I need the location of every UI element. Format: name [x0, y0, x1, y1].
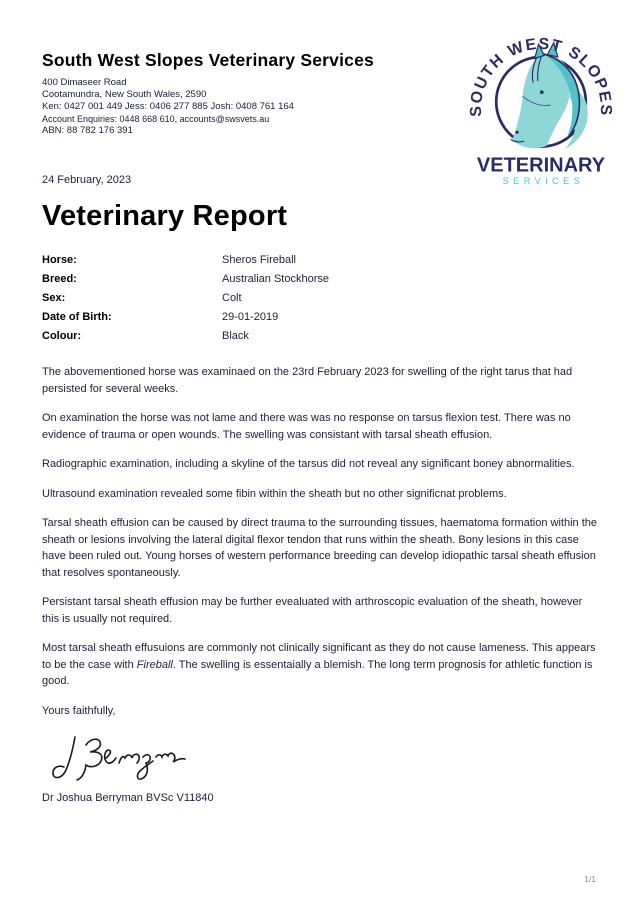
paragraph-prognosis [42, 640, 600, 690]
letter-date: 24 February, 2023 [42, 174, 132, 186]
detail-label: Date of Birth: [42, 311, 112, 323]
accounts-line: Account Enquiries: 0448 668 610, accounts@swsvets.au [42, 114, 270, 124]
letter-body [42, 364, 600, 807]
detail-row-colour [42, 327, 598, 346]
signer-name: Dr Joshua Berryman BVSc V11840 [42, 792, 214, 804]
prognosis-text-post: . The swelling is essentaially a blemish. The long term prognosis for athletic function is good. [42, 658, 593, 687]
patient-details [42, 251, 598, 346]
paragraph-ultrasound: Ultrasound examination revealed some fibin within the sheath but no other significnat problems. [42, 487, 507, 500]
closing-salutation: Yours faithfully, [42, 704, 116, 717]
paragraph-causes: Tarsal sheath effusion can be caused by direct trauma to the surrounding tissues, haematoma formation within the sheath or lesions involving the lateral digital flexor tendon that runs within the sheath. Bony lesions in this case have been ruled out. Young horses of western performance breeding can develop idiopathic tarsal sheath effusion that resolves spontaneously. [42, 517, 597, 579]
detail-value: Australian Stockhorse [222, 273, 329, 285]
detail-value: Colt [222, 292, 242, 304]
page-title: Veterinary Report [42, 200, 288, 232]
page-indicator: 1/1 [584, 874, 596, 884]
prognosis-text-pre: Most tarsal sheath effusuions are commonly not clinically significant as they do not cause lameness. This appears to be the case with [42, 642, 596, 671]
detail-value: Black [222, 330, 249, 342]
company-name: South West Slopes Veterinary Services [42, 50, 374, 70]
detail-label: Sex: [42, 292, 66, 304]
paragraph-radiographic: Radiographic examination, including a skyline of the tarsus did not reveal any significant boney abnormalities. [42, 458, 575, 470]
detail-value: Sheros Fireball [222, 254, 296, 266]
detail-value: 29-01-2019 [222, 311, 279, 323]
paragraph-examination-findings: On examination the horse was not lame and there was was no response on tarsus flexion test. There was no evidence of trauma or open wounds. The swelling was consistant with tarsal sheath effusion. [42, 412, 571, 441]
paragraph-examination-reason: The abovementioned horse was examinaed on the 23rd February 2023 for swelling of the right tarus that had persisted for several weeks. [42, 366, 573, 395]
logo-arc-text: SOUTH WEST SLOPES [467, 35, 615, 117]
detail-label: Colour: [42, 330, 82, 342]
phones-line: Ken: 0427 001 449 Jess: 0406 277 885 Josh: 0408 761 164 [42, 101, 294, 112]
signature-icon [48, 732, 198, 782]
abn-line: ABN: 88 782 176 391 [42, 125, 133, 136]
detail-row-horse [42, 251, 598, 270]
paragraph-persistent: Persistant tarsal sheath effusion may be further evealuated with arthroscopic evaluation of the sheath, however this is usually not required. [42, 596, 583, 625]
detail-label: Horse: [42, 254, 77, 266]
detail-label: Breed: [42, 273, 77, 285]
clinic-logo [461, 20, 621, 190]
logo-veterinary-text: VETERINARY [476, 154, 606, 177]
detail-row-dob [42, 308, 598, 327]
detail-row-breed [42, 270, 598, 289]
address-line-1: 400 Dimaseer Road [42, 77, 127, 88]
horse-name-italic: Fireball [136, 658, 173, 671]
horse-logo-icon [461, 20, 621, 190]
logo-services-text: SERVICES [502, 176, 585, 187]
detail-row-sex [42, 289, 598, 308]
address-line-2: Cootamundra, New South Wales, 2590 [42, 89, 207, 100]
